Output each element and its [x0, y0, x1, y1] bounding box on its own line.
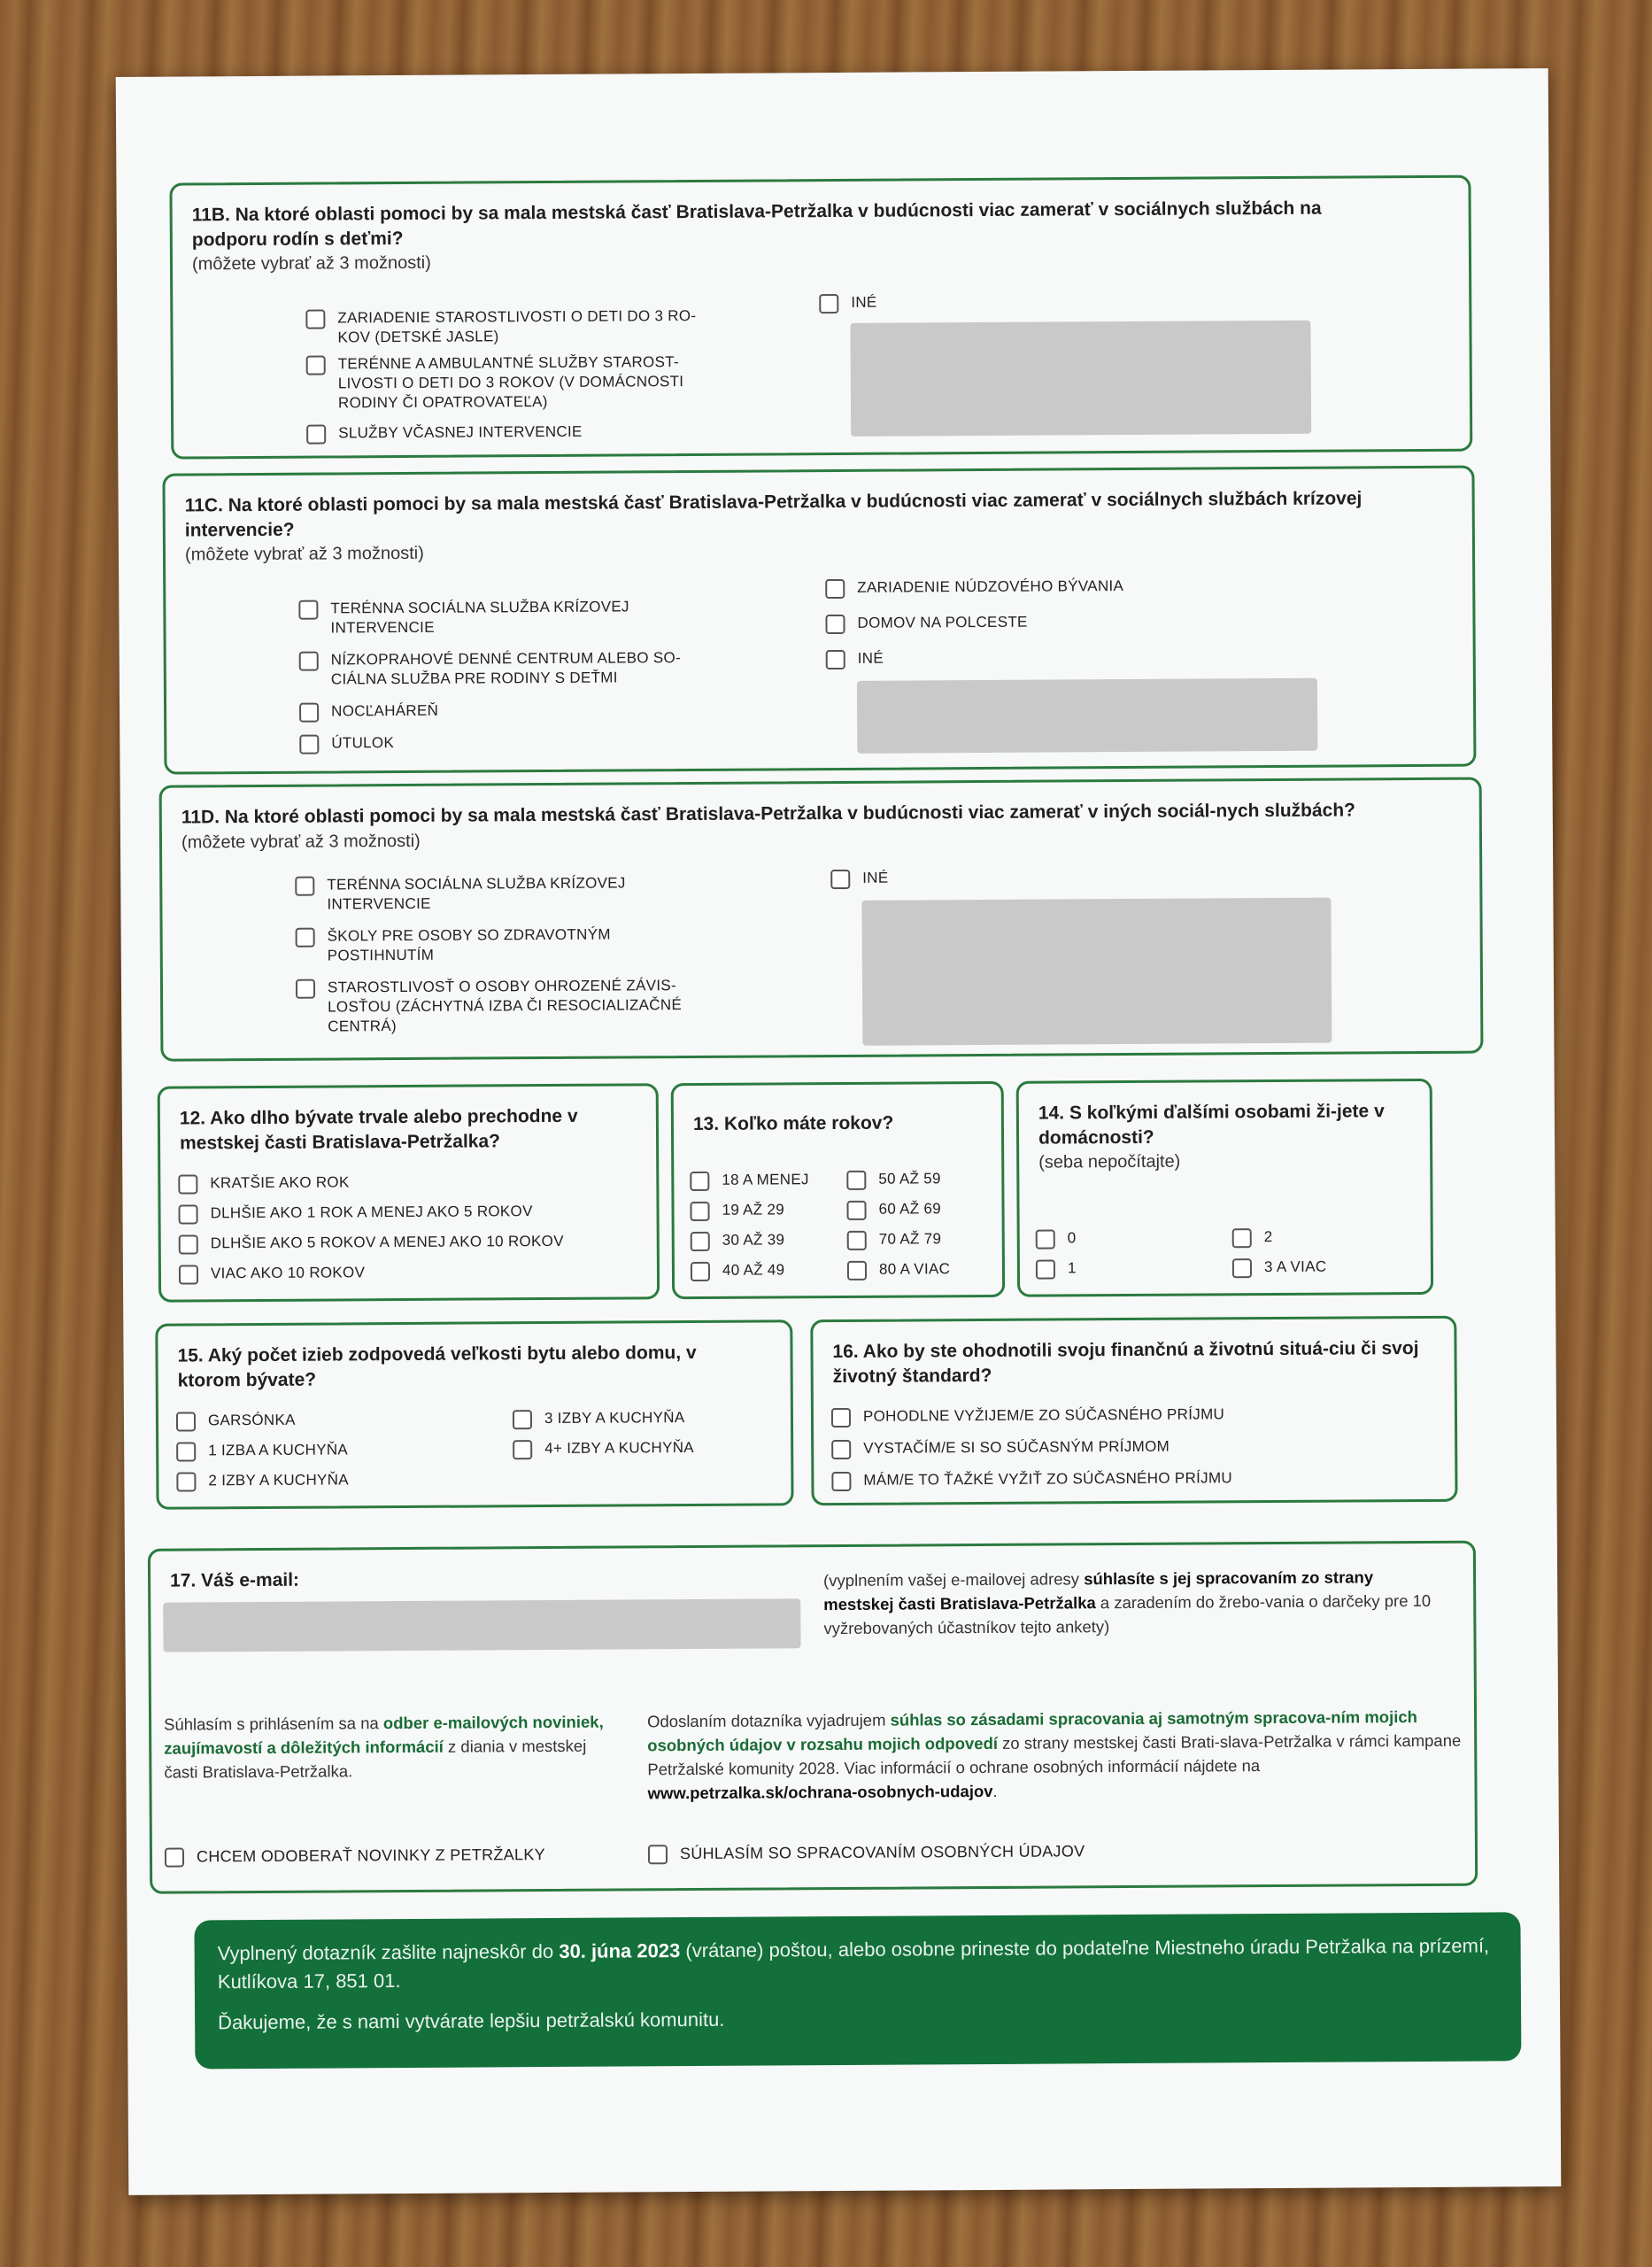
checkbox[interactable] [846, 1171, 866, 1190]
question-title: 11C. Na ktoré oblasti pomoci by sa mala mestská časť Bratislava-Petržalka v budúcnosti viac zamerať v sociálnych službách krízovej intervencie? [184, 488, 1363, 541]
question-hint: (môžete vybrať až 3 možnosti) [191, 252, 431, 275]
question-title: 11B. Na ktoré oblasti pomoci by sa mala mestská časť Bratislava-Petržalka v budúcnosti viac zamerať v sociálnych službách na podporu rodín s deťmi? [191, 197, 1322, 251]
checkbox[interactable] [825, 615, 845, 634]
option[interactable]: 1 IZBA A KUCHYŇA [176, 1440, 348, 1461]
checkbox[interactable] [299, 735, 319, 754]
checkbox[interactable] [513, 1440, 532, 1459]
option[interactable]: 0 [1036, 1228, 1077, 1249]
option[interactable]: NOCĽAHÁREŇ [299, 701, 438, 723]
checkbox[interactable] [825, 579, 845, 599]
checkbox[interactable] [691, 1262, 710, 1281]
questionnaire-page [116, 68, 1562, 2195]
checkbox[interactable] [295, 877, 314, 896]
checkbox[interactable] [847, 1231, 867, 1250]
gdpr-checkbox-option[interactable]: SÚHLASÍM SO SPRACOVANÍM OSOBNÝCH ÚDAJOV [648, 1841, 1085, 1864]
option[interactable]: 2 [1232, 1227, 1273, 1248]
option[interactable]: 70 AŽ 79 [847, 1229, 942, 1250]
option[interactable]: DLHŠIE AKO 1 ROK A MENEJ AKO 5 ROKOV [178, 1202, 532, 1224]
newsletter-text: Súhlasím s prihlásením sa na odber e-mailových noviniek, zaujímavostí a dôležitých informácií z diania v mestskej časti Bratislava-Petržalka. [164, 1712, 604, 1782]
option[interactable]: GARSÓNKA [176, 1411, 296, 1432]
email-consent-note: (vyplnením vašej e-mailovej adresy súhlasíte s jej spracovaním zo strany mestskej časti Bratislava-Petržalka a zaradením do žrebo-vania o darčeky pre 10 vyžrebovaných účastníkov tejto ankety) [823, 1567, 1432, 1638]
checkbox[interactable] [648, 1845, 668, 1864]
checkbox[interactable] [1232, 1258, 1252, 1278]
redacted-text-area [857, 678, 1317, 754]
option[interactable]: TERÉNNE A AMBULANTNÉ SLUŽBY STAROST-LIVOSTI O DETI DO 3 ROKOV (V DOMÁCNOSTI RODINY ČI OPATROVATEĽA) [306, 352, 722, 414]
checkbox[interactable] [691, 1232, 710, 1251]
option[interactable]: SLUŽBY VČASNEJ INTERVENCIE [306, 422, 722, 445]
option[interactable]: 4+ IZBY A KUCHYŇA [513, 1438, 694, 1459]
checkbox[interactable] [847, 1261, 867, 1281]
checkbox[interactable] [819, 294, 838, 313]
gdpr-text: Odoslaním dotazníka vyjadrujem súhlas so zásadami spracovania aj samotným spracova-ním mojich osobných údajov v rozsahu mojich odpovedí zo strany mestskej časti Brati-slava-Petržalka v rámci kampane Petržalské komunity 2028. Viac informácií o ochrane osobných informácií nájdete na www.petrzalka.sk/ochrana-osobnych-udajov. [646, 1707, 1462, 1803]
option-other[interactable]: INÉ [819, 293, 876, 313]
checkbox[interactable] [846, 1201, 866, 1220]
question-hint: (seba nepočítajte) [1038, 1151, 1181, 1172]
checkbox[interactable] [165, 1848, 184, 1868]
option[interactable]: NÍZKOPRAHOVÉ DENNÉ CENTRUM ALEBO SO-CIÁLNA SLUŽBA PRE RODINY S DEŤMI [299, 648, 715, 690]
checkbox[interactable] [296, 928, 315, 948]
option-other[interactable]: INÉ [826, 649, 884, 669]
question-12 [158, 1083, 660, 1302]
checkbox[interactable] [176, 1472, 196, 1491]
redacted-text-area [850, 321, 1311, 437]
checkbox[interactable] [1036, 1230, 1055, 1250]
question-16 [810, 1316, 1457, 1505]
option[interactable]: ŠKOLY PRE OSOBY SO ZDRAVOTNÝM POSTIHNUTÍM [296, 925, 712, 966]
option[interactable]: DLHŠIE AKO 5 ROKOV A MENEJ AKO 10 ROKOV [179, 1232, 564, 1255]
option[interactable]: STAROSTLIVOSŤ O OSOBY OHROZENÉ ZÁVIS-LOSŤOU (ZÁCHYTNÁ IZBA ČI RESOCIALIZAČNÉ CENTRÁ) [296, 976, 712, 1037]
checkbox[interactable] [296, 979, 315, 999]
redacted-email-field [163, 1598, 800, 1652]
thank-you-note: Ďakujeme, že s nami vytvárate lepšiu petržalskú komunitu. [218, 2008, 725, 2034]
gdpr-link[interactable]: www.petrzalka.sk/ochrana-osobnych-udajov [647, 1781, 993, 1803]
option[interactable]: VIAC AKO 10 ROKOV [179, 1263, 365, 1284]
question-title: 14. S koľkými ďalšími osobami ži-jete v domácnosti? [1038, 1101, 1385, 1149]
checkbox[interactable] [1232, 1228, 1252, 1248]
question-15 [155, 1319, 793, 1509]
checkbox[interactable] [178, 1204, 197, 1224]
checkbox[interactable] [306, 356, 326, 375]
question-hint: (môžete vybrať až 3 možnosti) [184, 543, 424, 565]
option[interactable]: 60 AŽ 69 [846, 1199, 941, 1220]
question-title: 13. Koľko máte rokov? [692, 1112, 894, 1135]
option[interactable]: ZARIADENIE NÚDZOVÉHO BÝVANIA [825, 576, 1123, 599]
checkbox[interactable] [1036, 1260, 1055, 1280]
question-17 [148, 1541, 1478, 1894]
option[interactable]: VYSTAČÍM/E SI SO SÚČASNÝM PRÍJMOM [831, 1437, 1170, 1459]
checkbox[interactable] [305, 310, 325, 329]
option[interactable]: MÁM/E TO ŤAŽKÉ VYŽIŤ ZO SÚČASNÉHO PRÍJMU [831, 1468, 1232, 1491]
checkbox[interactable] [299, 652, 319, 671]
checkbox[interactable] [826, 650, 845, 669]
option[interactable]: POHODLNE VYŽIJEM/E ZO SÚČASNÉHO PRÍJMU [831, 1404, 1224, 1428]
checkbox[interactable] [179, 1265, 198, 1284]
option-other[interactable]: INÉ [830, 869, 888, 889]
checkbox[interactable] [176, 1412, 196, 1431]
checkbox[interactable] [690, 1172, 709, 1191]
checkbox[interactable] [298, 600, 318, 620]
question-title: 11D. Na ktoré oblasti pomoci by sa mala mestská časť Bratislava-Petržalka v budúcnosti viac zamerať v iných sociál-nych službách? (môžete vybrať až 3 možnosti) [181, 800, 1356, 853]
question-title: 15. Aký počet izieb zodpovedá veľkosti bytu alebo domu, v ktorom bývate? [177, 1342, 697, 1391]
option[interactable]: 19 AŽ 29 [690, 1200, 784, 1221]
checkbox[interactable] [830, 870, 850, 889]
question-title: 12. Ako dlho bývate trvale alebo prechodne v mestskej časti Bratislava-Petržalka? [179, 1105, 578, 1154]
question-11d [159, 778, 1484, 1062]
option[interactable]: 1 [1036, 1258, 1077, 1279]
checkbox[interactable] [831, 1440, 851, 1459]
option[interactable]: ÚTULOK [299, 733, 394, 754]
option[interactable]: KRATŠIE AKO ROK [178, 1172, 349, 1194]
option[interactable]: 40 AŽ 49 [691, 1260, 785, 1281]
question-title: 17. Váš e-mail: [170, 1569, 300, 1591]
submission-instructions: Vyplnený dotazník zašlite najneskôr do 30. júna 2023 (vrátane) poštou, alebo osobne prineste do podateľne Miestneho úradu Petržalka na prízemí, Kutlíkova 17, 851 01. [217, 1934, 1490, 1993]
checkbox[interactable] [299, 703, 319, 723]
option[interactable]: TERÉNNA SOCIÁLNA SLUŽBA KRÍZOVEJ INTERVENCIE [295, 873, 711, 915]
redacted-text-area [861, 898, 1332, 1046]
option[interactable]: 3 A VIAC [1232, 1257, 1327, 1279]
checkbox[interactable] [178, 1174, 197, 1194]
question-13 [671, 1081, 1005, 1299]
option[interactable]: 50 AŽ 59 [846, 1169, 941, 1190]
option[interactable]: ZARIADENIE STAROSTLIVOSTI O DETI DO 3 RO-KOV (DETSKÉ JASLE) [305, 306, 722, 348]
option[interactable]: DOMOV NA POLCESTE [825, 613, 1027, 634]
checkbox[interactable] [831, 1408, 851, 1428]
question-11c [162, 466, 1476, 775]
checkbox[interactable] [306, 425, 326, 445]
question-11b [169, 175, 1472, 460]
option[interactable]: 18 A MENEJ [690, 1170, 809, 1191]
checkbox[interactable] [176, 1442, 196, 1461]
checkbox[interactable] [513, 1410, 532, 1429]
question-14 [1016, 1079, 1433, 1297]
option[interactable]: 3 IZBY A KUCHYŇA [513, 1408, 685, 1429]
option[interactable]: TERÉNNA SOCIÁLNA SLUŽBA KRÍZOVEJ INTERVENCIE [298, 597, 714, 638]
checkbox[interactable] [831, 1472, 851, 1491]
checkbox[interactable] [690, 1202, 709, 1221]
newsletter-checkbox-option[interactable]: CHCEM ODOBERAŤ NOVINKY Z PETRŽALKY [165, 1845, 545, 1868]
option[interactable]: 30 AŽ 39 [691, 1230, 785, 1251]
submission-banner [194, 1912, 1521, 2069]
option[interactable]: 80 A VIAC [847, 1259, 950, 1281]
question-title: 16. Ako by ste ohodnotili svoju finančnú a životnú situá-ciu či svoj životný štandard? [832, 1338, 1419, 1388]
option[interactable]: 2 IZBY A KUCHYŇA [176, 1470, 349, 1491]
checkbox[interactable] [179, 1234, 198, 1254]
